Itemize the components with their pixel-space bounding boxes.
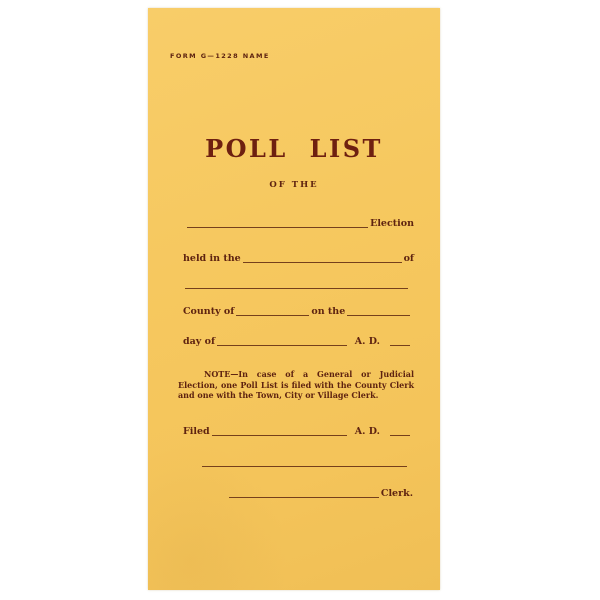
subtitle-of-the: OF THE (269, 180, 319, 190)
held-in-the-label: held in the (183, 253, 241, 264)
filed-label: Filed (183, 426, 210, 437)
blank-line-1 (185, 274, 408, 289)
blank-line-2 (202, 452, 407, 467)
on-the-label: on the (311, 306, 346, 317)
county-blank-line (236, 303, 309, 316)
clerk-blank-line (229, 485, 379, 498)
note-paragraph: NOTE—In case of a General or Judicial Election, one Poll List is filed with the County Clerk and one with the Town, City or Village Clerk. (178, 369, 414, 400)
day-blank-line (217, 333, 347, 346)
of-label: of (403, 253, 414, 264)
poll-list-form-paper (148, 8, 440, 590)
election-field-row (185, 214, 414, 230)
day-field-row (183, 332, 412, 348)
clerk-label: Clerk. (380, 488, 413, 499)
page-title: POLL LIST (205, 134, 383, 163)
county-field-row (183, 302, 412, 318)
day-of-label: day of (183, 336, 216, 347)
clerk-field-row (227, 484, 413, 500)
filed-blank-line (212, 423, 347, 436)
county-of-label: County of (183, 306, 235, 317)
form-number: FORM G—1228 NAME (170, 52, 270, 60)
ad-label-2: A. D. (354, 426, 380, 437)
election-blank-line (187, 215, 368, 228)
year-blank-line-2 (390, 423, 410, 436)
held-in-the-field-row (183, 249, 414, 265)
year-blank-line-1 (390, 333, 410, 346)
held-in-the-blank-line (243, 250, 402, 263)
ad-label-1: A. D. (354, 336, 380, 347)
filed-field-row (183, 422, 412, 438)
election-label: Election (370, 218, 414, 229)
on-the-blank-line (347, 303, 410, 316)
